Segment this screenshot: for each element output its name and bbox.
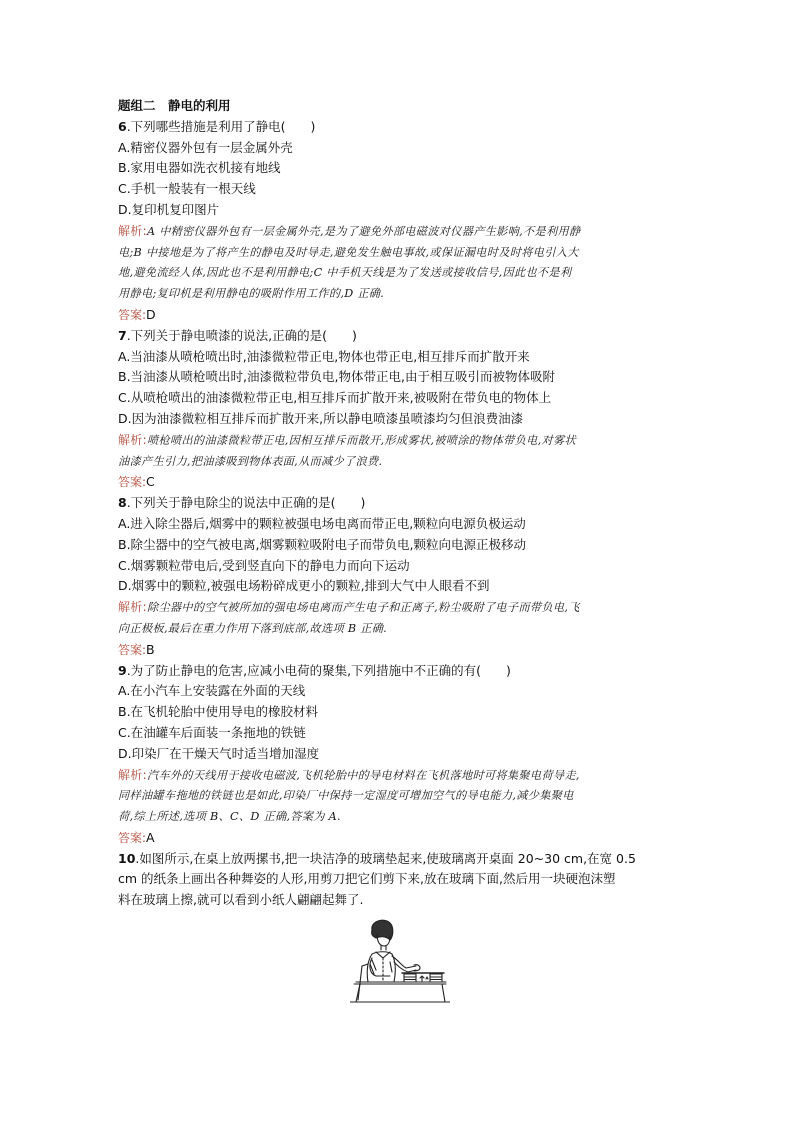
answer-label: 答案: [118, 307, 147, 322]
question-8-explanation-line-1: 解析:除尘器中的空气被所加的强电场电离而产生电子和正离子,粉尘吸附了电子而带负电,飞 [118, 600, 580, 615]
question-6-explanation-line-1: 解析:A 中精密仪器外包有一层金属外壳,是为了避免外部电磁波对仪器产生影响,不是利用静 [118, 223, 581, 238]
question-7-explanation-line-2: 油漆产生引力,把油漆吸到物体表面,从而减少了浪费. [118, 454, 383, 468]
question-9-explanation-line-1: 解析:汽车外的天线用于接收电磁波,飞机轮胎中的导电材料在飞机落地时可将集聚电荷导走, [118, 767, 580, 782]
question-6-answer: 答案:D [118, 306, 156, 322]
question-7 [118, 326, 678, 493]
answer-label: 答案: [118, 475, 147, 490]
question-8-option-d: D.烟雾中的颗粒,被强电场粉碎成更小的颗粒,排到大气中人眼看不到 [118, 578, 490, 594]
question-6-explanation-line-2: 电;B 中接地是为了将产生的静电及时导走,避免发生触电事故,或保证漏电时及时将电引入大 [118, 245, 579, 259]
question-8-number: 8 [118, 495, 127, 511]
answer-label: 答案: [118, 642, 147, 657]
question-10-number: 10 [118, 850, 136, 866]
section-title: 题组二 静电的利用 [118, 98, 231, 113]
question-10-stem-line-3: 料在玻璃上擦,就可以看到小纸人翩翩起舞了. [118, 892, 364, 908]
question-7-stem: 7.下列关于静电喷漆的说法,正确的是( ) [118, 327, 357, 343]
question-9-explanation-line-2: 同样油罐车拖地的铁链也是如此,印染厂中保持一定湿度可增加空气的导电能力,减少集聚电 [118, 789, 574, 803]
question-10-stem-line-1: 10.如图所示,在桌上放两摞书,把一块洁净的玻璃垫起来,使玻璃离开桌面 20~30 cm,在宽 0.5 [118, 850, 636, 866]
question-7-option-b: B.当油漆从喷枪喷出时,油漆微粒带负电,物体带正电,由于相互吸引而被物体吸附 [118, 369, 555, 385]
question-6-option-b: B.家用电器如洗衣机接有地线 [118, 160, 281, 176]
question-8-option-b: B.除尘器中的空气被电离,烟雾颗粒吸附电子而带负电,颗粒向电源正极移动 [118, 536, 526, 552]
question-7-option-c: C.从喷枪喷出的油漆微粒带正电,相互排斥而扩散开来,被吸附在带负电的物体上 [118, 390, 552, 406]
question-6-option-d: D.复印机复印图片 [118, 201, 220, 217]
question-6-option-c: C.手机一般装有一根天线 [118, 181, 256, 197]
question-6 [118, 117, 678, 326]
question-10 [118, 849, 678, 911]
question-7-explanation-line-1: 解析:喷枪喷出的油漆微粒带正电,因相互排斥而散开,形成雾状,被喷涂的物体带负电,对雾状 [118, 432, 576, 447]
question-9-explanation-line-3: 荷,综上所述,选项 B、C、D 正确,答案为 A. [118, 810, 341, 824]
question-6-number: 6 [118, 118, 127, 134]
explanation-label: 解析: [118, 600, 147, 615]
question-9-stem: 9.为了防止静电的危害,应减小电荷的聚集,下列措施中不正确的有( ) [118, 662, 511, 678]
explanation-label: 解析: [118, 767, 147, 782]
question-6-explanation-line-3: 地,避免流经人体,因此也不是利用静电;C 中手机天线是为了发送或接收信号,因此也不是利 [118, 266, 572, 280]
question-8-option-c: C.烟雾颗粒带电后,受到竖直向下的静电力而向下运动 [118, 557, 410, 573]
question-7-option-d: D.因为油漆微粒相互排斥而扩散开来,所以静电喷漆虽喷漆均匀但浪费油漆 [118, 410, 524, 426]
question-8-explanation-line-2: 向正极板,最后在重力作用下落到底部,故选项 B 正确. [118, 621, 388, 635]
question-7-answer: 答案:C [118, 474, 155, 490]
question-8-stem: 8.下列关于静电除尘的说法中正确的是( ) [118, 495, 366, 511]
person-at-table-illustration [350, 916, 450, 1004]
question-8-answer: 答案:B [118, 641, 155, 657]
explanation-label: 解析: [118, 432, 147, 447]
question-10-stem-line-2: cm 的纸条上画出各种舞姿的人形,用剪刀把它们剪下来,放在玻璃下面,然后用一块硬泡沫塑 [118, 871, 616, 887]
question-9 [118, 661, 678, 849]
question-6-explanation-line-4: 用静电;复印机是利用静电的吸附作用工作的,D 正确. [118, 287, 385, 301]
question-9-number: 9 [118, 662, 127, 678]
question-7-option-a: A.当油漆从喷枪喷出时,油漆微粒带正电,物体也带正电,相互排斥而扩散开来 [118, 348, 530, 364]
question-8-option-a: A.进入除尘器后,烟雾中的颗粒被强电场电离而带正电,颗粒向电源负极运动 [118, 515, 526, 531]
question-9-answer: 答案:A [118, 829, 155, 845]
question-9-option-d: D.印染厂在干燥天气时适当增加湿度 [118, 745, 320, 761]
question-6-stem: 6.下列哪些措施是利用了静电( ) [118, 118, 316, 134]
answer-label: 答案: [118, 830, 147, 845]
question-8 [118, 493, 678, 660]
question-9-option-a: A.在小汽车上安装露在外面的天线 [118, 683, 306, 699]
question-6-option-a: A.精密仪器外包有一层金属外壳 [118, 139, 293, 155]
question-7-number: 7 [118, 327, 127, 343]
explanation-label: 解析: [118, 223, 147, 238]
document-body [118, 96, 678, 911]
question-9-option-c: C.在油罐车后面装一条拖地的铁链 [118, 724, 306, 740]
illustration-figure [350, 916, 450, 1004]
question-9-option-b: B.在飞机轮胎中使用导电的橡胶材料 [118, 704, 319, 720]
